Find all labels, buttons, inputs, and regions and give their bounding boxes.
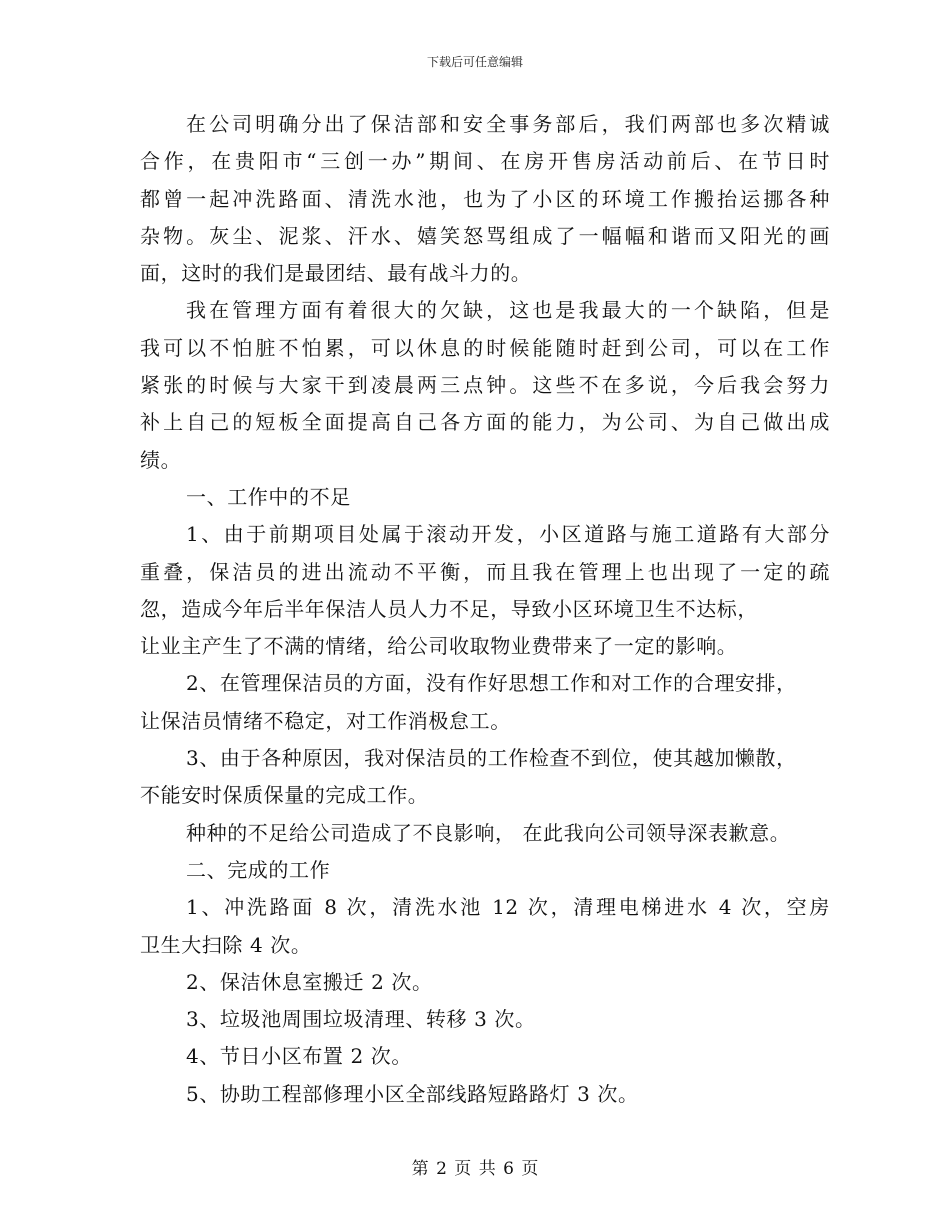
list-item: 2、保洁休息室搬迁 2 次。 xyxy=(186,969,433,994)
list-item: 3、垃圾池周围垃圾清理、转移 3 次。 xyxy=(186,1007,536,1032)
list-item: 5、协助工程部修理小区全部线路短路路灯 3 次。 xyxy=(186,1081,639,1106)
paragraph-line: 杂物。灰尘、泥浆、汗水、嬉笑怒骂组成了一幅幅和谐而又阳光的画 xyxy=(140,223,830,248)
paragraph-line: 紧张的时候与大家干到凌晨两三点钟。这些不在多说，今后我会努力 xyxy=(140,373,830,398)
paragraph-line: 绩。 xyxy=(140,447,182,472)
section-heading: 二、完成的工作 xyxy=(186,857,331,882)
paragraph-line: 种种的不足给公司造成了不良影响， 在此我向公司领导深表歉意。 xyxy=(186,820,791,845)
paragraph-line: 3、由于各种原因，我对保洁员的工作检查不到位，使其越加懒散， xyxy=(186,746,797,771)
document-body xyxy=(140,106,830,1113)
paragraph-line: 补上自己的短板全面提高自己各方面的能力，为公司、为自己做出成 xyxy=(140,410,830,435)
paragraph-line: 让业主产生了不满的情绪，给公司收取物业费带来了一定的影响。 xyxy=(140,634,738,659)
paragraph-line: 2、在管理保洁员的方面，没有作好思想工作和对工作的合理安排， xyxy=(186,671,797,696)
paragraph-line: 面，这时的我们是最团结、最有战斗力的。 xyxy=(140,261,532,286)
paragraph-line: 让保洁员情绪不稳定，对工作消极怠工。 xyxy=(140,708,511,733)
paragraph-line: 不能安时保质保量的完成工作。 xyxy=(140,783,429,808)
paragraph-line: 在公司明确分出了保洁部和安全事务部后，我们两部也多次精诚 xyxy=(186,112,830,136)
section-heading: 一、工作中的不足 xyxy=(186,484,351,509)
page-header: 下载后可任意编辑 xyxy=(426,55,523,69)
paragraph-line: 都曾一起冲洗路面、清洗水池，也为了小区的环境工作搬抬运挪各种 xyxy=(140,186,830,211)
list-item: 1、冲洗路面 8 次，清洗水池 12 次，清理电梯进水 4 次，空房 xyxy=(186,895,830,920)
paragraph-line: 1、由于前期项目处属于滚动开发，小区道路与施工道路有大部分 xyxy=(186,522,830,547)
list-item: 卫生大扫除 4 次。 xyxy=(140,932,312,957)
page-footer: 第 2 页 共 6 页 xyxy=(411,1159,539,1179)
paragraph-line: 我可以不怕脏不怕累，可以休息的时候能随时赶到公司，可以在工作 xyxy=(140,335,830,360)
paragraph-line: 重叠，保洁员的进出流动不平衡，而且我在管理上也出现了一定的疏 xyxy=(140,559,830,584)
paragraph-line: 我在管理方面有着很大的欠缺，这也是我最大的一个缺陷，但是 xyxy=(186,298,830,323)
list-item: 4、节日小区布置 2 次。 xyxy=(186,1044,412,1069)
paragraph-line: 忽，造成今年后半年保洁人员人力不足，导致小区环境卫生不达标， xyxy=(140,596,758,621)
paragraph-line: 合作，在贵阳市“三创一办”期间、在房开售房活动前后、在节日时 xyxy=(140,149,830,174)
